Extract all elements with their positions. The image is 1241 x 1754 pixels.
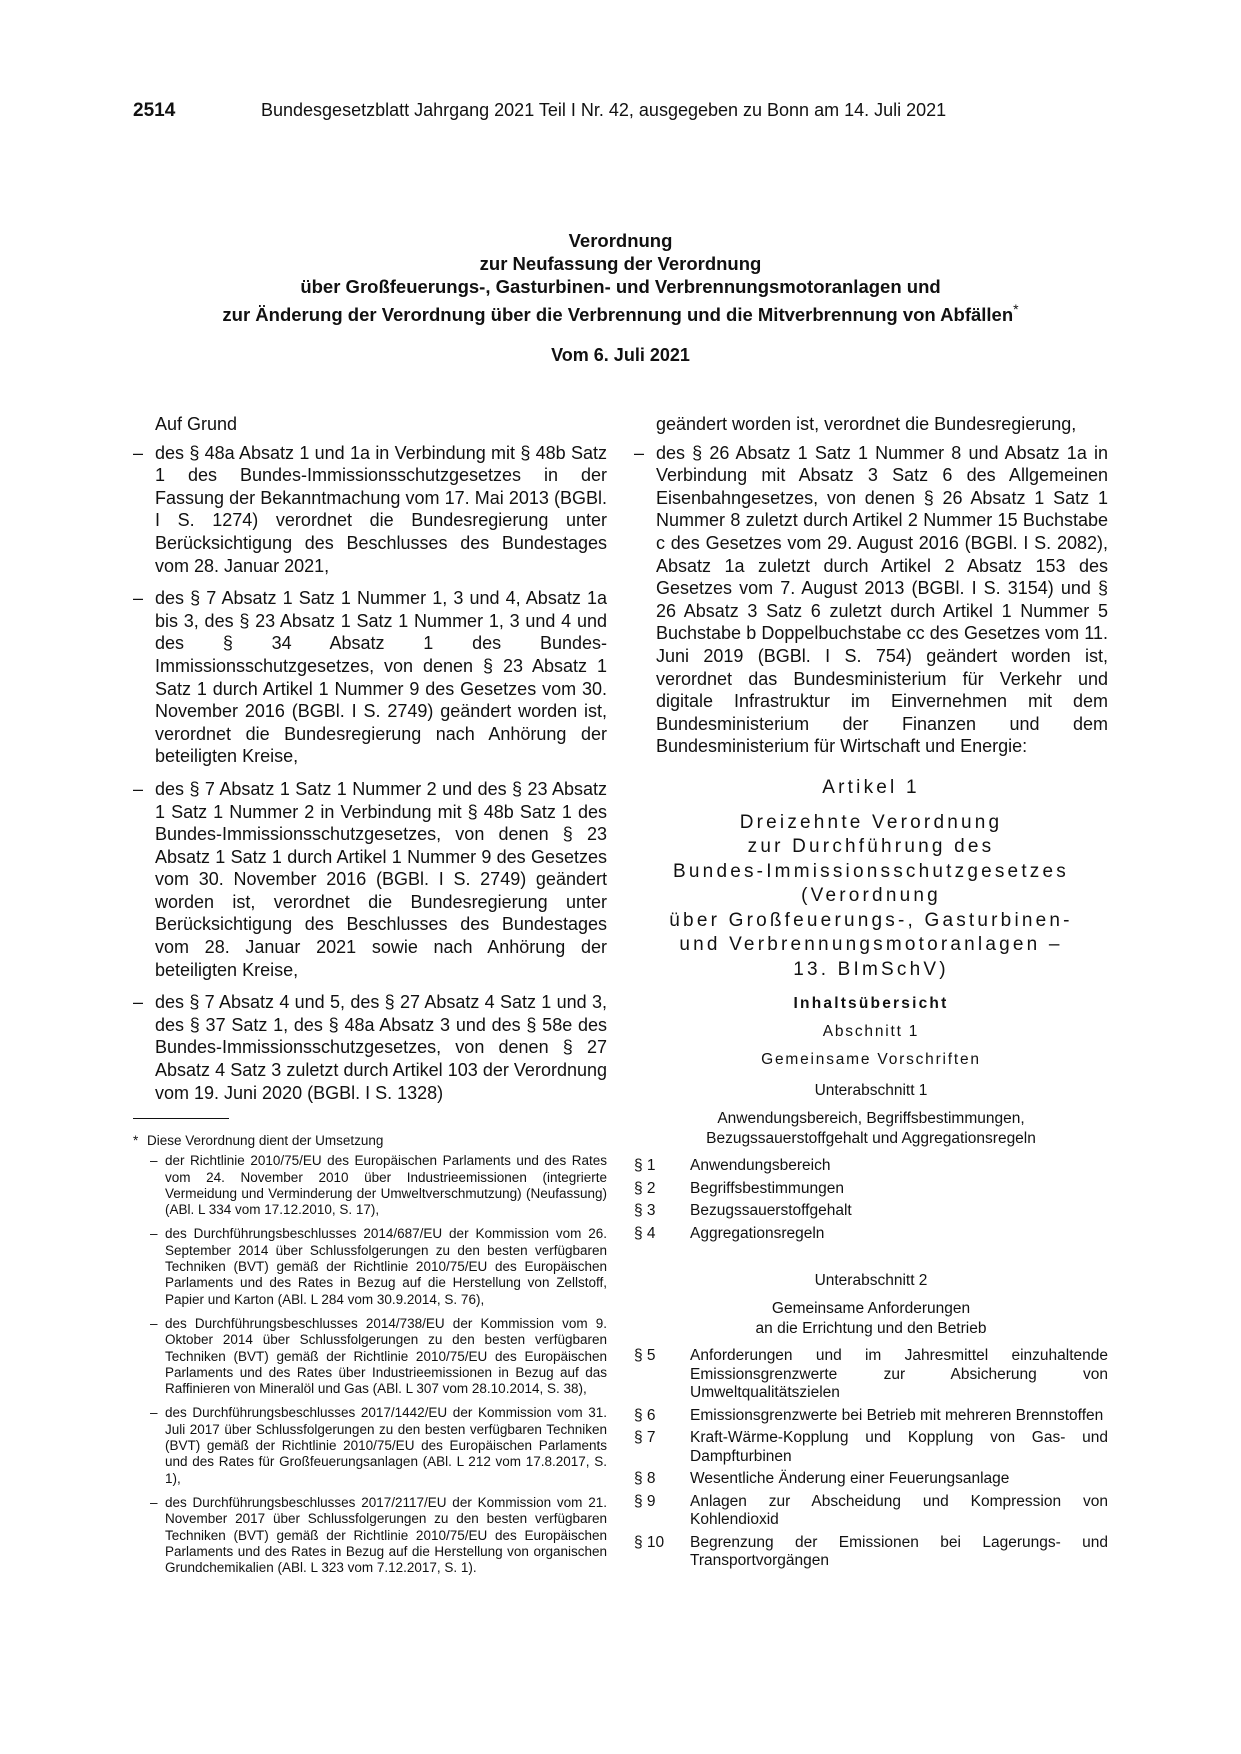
footnote-item-text: des Durchführungsbeschlusses 2014/738/EU der Kommission vom 9. Oktober 2014 über Schlussfolgerungen zu den besten verfügbaren Techniken (BVT) gemäß der Richtlinie 2010/75/EU des Europäischen Parlaments und des Rates über Industrieemissionen in Bezug auf das Raffinieren von Mineralöl und Gas (ABl. L 307 vom 28.10.2014, S. 38), bbox=[165, 1315, 607, 1397]
title-line: über Großfeuerungs-, Gasturbinen- und Verbrennungsmotoranlagen und bbox=[300, 276, 941, 297]
section-title: Gemeinsame Vorschriften bbox=[761, 1051, 981, 1069]
dash-marker: – bbox=[133, 778, 144, 799]
toc-entry bbox=[634, 1157, 1108, 1176]
toc-entry bbox=[634, 1347, 1108, 1403]
toc-list bbox=[634, 1347, 1108, 1571]
footnote-intro bbox=[133, 1133, 607, 1149]
toc-entry-text: Begriffsbestimmungen bbox=[690, 1179, 844, 1197]
dash-marker: – bbox=[133, 442, 144, 463]
right-column bbox=[634, 413, 1108, 1575]
toc-entry-number: § 10 bbox=[634, 1533, 665, 1551]
toc-entry bbox=[634, 1493, 1108, 1530]
preamble-item bbox=[634, 442, 1108, 758]
footnote bbox=[133, 1133, 607, 1584]
section-label: Abschnitt 1 bbox=[822, 1023, 920, 1041]
dash-marker: – bbox=[150, 1405, 158, 1421]
preamble-item bbox=[133, 442, 607, 578]
footnote-rule bbox=[133, 1118, 229, 1119]
preamble-continuation: geändert worden ist, verordnet die Bundesregierung, bbox=[656, 414, 1077, 434]
left-column bbox=[133, 413, 607, 1114]
title-line-text: zur Änderung der Verordnung über die Verbrennung und die Mitverbrennung von Abfällen bbox=[222, 304, 1014, 326]
toc-entry-text: Begrenzung der Emissionen bei Lagerungs- und Transportvorgängen bbox=[690, 1533, 1108, 1570]
title-line: Verordnung bbox=[568, 230, 673, 251]
title-line bbox=[0, 298, 1241, 326]
preamble-item bbox=[133, 587, 607, 768]
toc-entry-number: § 2 bbox=[634, 1179, 656, 1197]
footnote-mark: * bbox=[1013, 301, 1019, 317]
toc-entry-number: § 3 bbox=[634, 1202, 656, 1220]
document-date: Vom 6. Juli 2021 bbox=[551, 345, 690, 365]
toc-entry-text: Anlagen zur Abscheidung und Kompression von Kohlendioxid bbox=[690, 1492, 1108, 1529]
document-title bbox=[0, 229, 1241, 326]
article-title-line: (Verordnung bbox=[801, 885, 941, 907]
footnote-item bbox=[133, 1316, 607, 1397]
footnote-item-text: der Richtlinie 2010/75/EU des Europäischen Parlaments und des Rates vom 24. November 2010 über Industrieemissionen (integrierte Vermeidung und Verminderung der Umweltverschmutzung) (Neufassung) (ABl. L 334 vom 17.12.2010, S. 17), bbox=[165, 1153, 607, 1218]
article-title-line: Dreizehnte Verordnung bbox=[739, 811, 1003, 833]
preamble-item-text: des § 26 Absatz 1 Satz 1 Nummer 8 und Absatz 1a in Verbindung mit Absatz 3 Satz 6 des Allgemeinen Eisenbahngesetzes, von denen § 26 Absatz 1 Satz 1 Nummer 8 zuletzt durch Artikel 2 Nummer 15 Buchstabe c des Gesetzes vom 29. August 2016 (BGBl. I S. 2082), Absatz 1a zuletzt durch Artikel 2 Absatz 153 des Gesetzes vom 7. August 2013 (BGBl. I S. 3154) und § 26 Absatz 3 Satz 6 zuletzt durch Artikel 1 Nummer 5 Buchstabe b Doppelbuchstabe cc des Gesetzes vom 11. Juni 2019 (BGBl. I S. 754) geändert worden ist, verordnet das Bundesministerium für Verkehr und digitale Infrastruktur im Einvernehmen mit dem Bundesministerium der Finanzen und dem Bundesministerium für Wirtschaft und Energie: bbox=[656, 442, 1108, 757]
toc-entry bbox=[634, 1225, 1108, 1244]
preamble-item-text: des § 7 Absatz 1 Satz 1 Nummer 2 und des § 23 Absatz 1 Satz 1 Nummer 2 in Verbindung mit § 48b Satz 1 des Bundes-Immissionsschutzgesetzes, von denen § 23 Absatz 1 Satz 1 durch Artikel 1 Nummer 9 des Gesetzes vom 30. November 2016 (BGBl. I S. 2749) geändert worden ist, verordnet die Bundesregierung unter Berücksichtigung des Beschlusses des Bundestages vom 28. Januar 2021 sowie nach Anhörung der beteiligten Kreise, bbox=[155, 778, 607, 980]
article-title-line: über Großfeuerungs-, Gasturbinen- bbox=[669, 909, 1073, 931]
article-title-line: zur Durchführung des bbox=[747, 836, 995, 858]
toc-entry-text: Aggregationsregeln bbox=[690, 1224, 825, 1242]
dash-marker: – bbox=[150, 1315, 158, 1331]
toc-entry-number: § 7 bbox=[634, 1429, 656, 1447]
toc-entry-number: § 9 bbox=[634, 1492, 656, 1510]
toc-entry-text: Anforderungen und im Jahresmittel einzuhaltende Emissionsgrenzwerte zur Absicherung von Umweltqualitätszielen bbox=[690, 1347, 1108, 1402]
toc-entry-text: Emissionsgrenzwerte bei Betrieb mit mehreren Brennstoffen bbox=[690, 1406, 1104, 1424]
article-heading bbox=[634, 776, 1108, 983]
toc-entry bbox=[634, 1429, 1108, 1466]
toc-entry-text: Kraft-Wärme-Kopplung und Kopplung von Gas- und Dampfturbinen bbox=[690, 1429, 1108, 1465]
page-number: 2514 bbox=[133, 100, 176, 121]
toc-entry-number: § 6 bbox=[634, 1406, 656, 1424]
article-label: Artikel 1 bbox=[822, 776, 920, 798]
footnote-mark: * bbox=[133, 1133, 139, 1148]
subsection-title bbox=[634, 1299, 1108, 1339]
preamble-item-text: des § 7 Absatz 4 und 5, des § 27 Absatz 4 Satz 1 und 3, des § 37 Satz 1, des § 48a Absatz 3 und des § 58e des Bundes-Immissionsschutzgesetzes, von denen § 27 Absatz 4 Satz 3 zuletzt durch Artikel 103 der Verordnung vom 19. Juni 2020 (BGBl. I S. 1328) bbox=[155, 992, 607, 1103]
toc-entry bbox=[634, 1534, 1108, 1571]
dash-marker: – bbox=[634, 442, 645, 463]
toc-entry-number: § 4 bbox=[634, 1224, 656, 1242]
subsection-title-line: Bezugssauerstoffgehalt und Aggregationsregeln bbox=[706, 1130, 1036, 1148]
toc-entry-text: Bezugssauerstoffgehalt bbox=[690, 1202, 852, 1220]
preamble-item-text: des § 7 Absatz 1 Satz 1 Nummer 1, 3 und 4, Absatz 1a bis 3, des § 23 Absatz 1 Satz 1 Nummer 1, 3 und 4 und des § 34 Absatz 1 des Bundes-Immissionsschutzgesetzes, von denen § 23 Absatz 1 Satz 1 durch Artikel 1 Nummer 9 des Gesetzes vom 30. November 2016 (BGBl. I S. 2749) geändert worden ist, verordnet die Bundesregierung nach Anhörung der beteiligten Kreise, bbox=[155, 588, 607, 767]
dash-marker: – bbox=[133, 588, 144, 609]
dash-marker: – bbox=[133, 992, 144, 1013]
dash-marker: – bbox=[150, 1226, 158, 1242]
article-title-line: und Verbrennungsmotoranlagen – bbox=[679, 934, 1063, 956]
toc-entry bbox=[634, 1180, 1108, 1199]
toc-entry-text: Anwendungsbereich bbox=[690, 1157, 831, 1175]
toc-heading: Inhaltsübersicht bbox=[793, 994, 949, 1012]
preamble-item-text: des § 48a Absatz 1 und 1a in Verbindung mit § 48b Satz 1 des Bundes-Immissionsschutzgesetzes in der Fassung der Bekanntmachung vom 17. Mai 2013 (BGBl. I S. 1274) verordnet die Bundesregierung unter Berücksichtigung des Beschlusses des Bundestages vom 28. Januar 2021, bbox=[155, 442, 607, 576]
dash-marker: – bbox=[150, 1494, 158, 1510]
subsection-label: Unterabschnitt 2 bbox=[814, 1272, 928, 1290]
toc-entry-number: § 1 bbox=[634, 1157, 656, 1175]
dash-marker: – bbox=[150, 1153, 158, 1169]
preamble-intro: Auf Grund bbox=[155, 414, 238, 434]
subsection-title-line: an die Errichtung und den Betrieb bbox=[755, 1320, 987, 1338]
subsection-title bbox=[634, 1109, 1108, 1149]
footnote-item-text: des Durchführungsbeschlusses 2014/687/EU der Kommission vom 26. September 2014 über Schlussfolgerungen zu den besten verfügbaren Techniken (BVT) gemäß der Richtlinie 2010/75/EU des Europäischen Parlaments und des Rates in Bezug auf die Herstellung von Zellstoff, Papier und Karton (ABl. L 284 vom 30.9.2014, S. 76), bbox=[165, 1226, 607, 1307]
footnote-intro-text: Diese Verordnung dient der Umsetzung bbox=[147, 1133, 384, 1148]
preamble-item bbox=[133, 778, 607, 981]
running-title: Bundesgesetzblatt Jahrgang 2021 Teil I Nr. 42, ausgegeben zu Bonn am 14. Juli 2021 bbox=[261, 100, 947, 120]
preamble-item bbox=[133, 991, 607, 1104]
footnote-item bbox=[133, 1495, 607, 1576]
article-title-line: Bundes-Immissionsschutzgesetzes bbox=[673, 860, 1069, 882]
footnote-item bbox=[133, 1405, 607, 1486]
article-title-line: 13. BImSchV) bbox=[793, 959, 949, 981]
footnote-item-text: des Durchführungsbeschlusses 2017/1442/EU der Kommission vom 31. Juli 2017 über Schlussfolgerungen zu den besten verfügbaren Techniken (BVT) gemäß der Richtlinie 2010/75/EU des Europäischen Parlaments und des Rates für Großfeuerungsanlagen (ABl. L 212 vom 17.8.2017, S. 1), bbox=[165, 1405, 607, 1486]
toc-entry bbox=[634, 1202, 1108, 1221]
subsection-title-line: Gemeinsame Anforderungen bbox=[771, 1300, 971, 1318]
footnote-item-text: des Durchführungsbeschlusses 2017/2117/EU der Kommission vom 21. November 2017 über Schlussfolgerungen zu den besten verfügbaren Techniken (BVT) gemäß der Richtlinie 2010/75/EU des Europäischen Parlaments und des Rates in Bezug auf die Herstellung von organischen Grundchemikalien (ABl. L 323 vom 7.12.2017, S. 1). bbox=[165, 1494, 607, 1576]
toc-list bbox=[634, 1157, 1108, 1243]
spacer bbox=[634, 1247, 1108, 1261]
subsection-title-line: Anwendungsbereich, Begriffsbestimmungen, bbox=[717, 1110, 1025, 1128]
subsection-label: Unterabschnitt 1 bbox=[814, 1082, 928, 1100]
toc-entry-text: Wesentliche Änderung einer Feuerungsanlage bbox=[690, 1470, 1010, 1488]
title-line: zur Neufassung der Verordnung bbox=[479, 253, 762, 274]
toc-entry bbox=[634, 1470, 1108, 1489]
toc-entry-number: § 8 bbox=[634, 1470, 656, 1488]
toc-entry bbox=[634, 1407, 1108, 1426]
footnote-item bbox=[133, 1226, 607, 1307]
toc-entry-number: § 5 bbox=[634, 1347, 656, 1365]
footnote-item bbox=[133, 1153, 607, 1218]
